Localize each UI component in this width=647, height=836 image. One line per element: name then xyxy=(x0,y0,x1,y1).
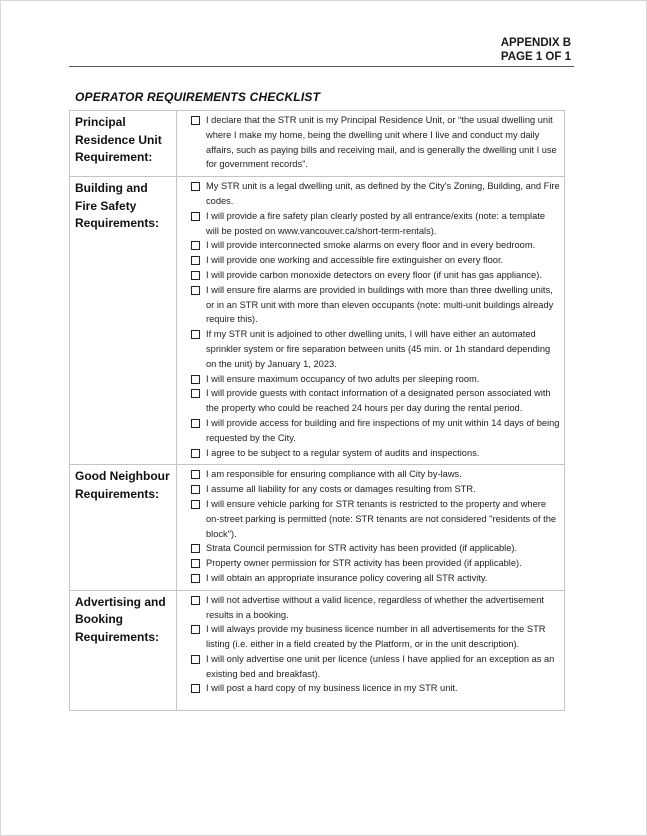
checklist-item-text: I will provide guests with contact information of a designated person associated with the property who could be reached 24 hours per day during the rental period. xyxy=(206,388,551,414)
checkbox[interactable] xyxy=(191,485,200,494)
checkbox[interactable] xyxy=(191,655,200,664)
checklist-item-text: If my STR unit is adjoined to other dwelling units, I will have either an automated sprinkler system or fire separation between units (45 min. or 1h standard depending on the unit) by January 1, 2023. xyxy=(206,329,551,369)
checklist-item xyxy=(191,622,560,652)
checkbox[interactable] xyxy=(191,470,200,479)
checklist-item-text: I declare that the STR unit is my Principal Residence Unit, or “the usual dwelling unit where I make my home, being the dwelling unit where I live and conduct my daily affairs, such as paying bills and receiving mail, and is generally the dwelling unit I use for government records”. xyxy=(206,115,557,170)
section-heading: Building and Fire Safety Requirements: xyxy=(70,177,177,465)
checklist-item-text: I assume all liability for any costs or damages resulting from STR. xyxy=(206,484,476,495)
checklist-item xyxy=(191,652,560,682)
checklist-item-text: I will provide a fire safety plan clearly posted by all entrance/exits (note: a template will be posted on www.vancouver.ca/short-term-rentals). xyxy=(206,210,545,236)
page-number: PAGE 1 OF 1 xyxy=(500,51,571,63)
checkbox[interactable] xyxy=(191,625,200,634)
checkbox[interactable] xyxy=(191,596,200,605)
checkbox[interactable] xyxy=(191,182,200,191)
checklist-item xyxy=(191,541,560,556)
checklist-item-text: I will ensure fire alarms are provided in buildings with more than three dwelling units, or in an STR unit with more than eleven occupants (note: multi-unit buildings already require this). xyxy=(206,284,554,325)
checklist-item xyxy=(191,556,560,571)
checklist-item xyxy=(191,446,560,461)
checklist-item xyxy=(191,372,560,387)
checkbox[interactable] xyxy=(191,500,200,509)
checklist-section-row xyxy=(70,111,565,177)
checklist-item-text: I agree to be subject to a regular system of audits and inspections. xyxy=(206,447,480,458)
checkbox[interactable] xyxy=(191,684,200,693)
checklist-item xyxy=(191,283,560,327)
section-heading: Principal Residence Unit Requirement: xyxy=(70,111,177,177)
header-divider xyxy=(69,66,574,67)
checkbox[interactable] xyxy=(191,544,200,553)
checklist-item xyxy=(191,482,560,497)
checklist-item xyxy=(191,113,560,172)
checkbox[interactable] xyxy=(191,271,200,280)
checklist-item xyxy=(191,209,560,239)
checklist-item-text: I will post a hard copy of my business licence in my STR unit. xyxy=(206,683,458,694)
checklist-item-text: I will obtain an appropriate insurance policy covering all STR activity. xyxy=(206,572,488,583)
checklist-item-text: I will not advertise without a valid licence, regardless of whether the advertisement results in a booking. xyxy=(206,594,544,620)
checklist-item-text: Strata Council permission for STR activity has been provided (if applicable). xyxy=(206,543,518,554)
section-items xyxy=(177,177,565,465)
checklist-section-row xyxy=(70,465,565,590)
checklist-item xyxy=(191,268,560,283)
section-items xyxy=(177,111,565,177)
checklist-item-text: Property owner permission for STR activity has been provided (if applicable). xyxy=(206,558,522,569)
checklist-item-text: I will only advertise one unit per licence (unless I have applied for an exception as an existing bed and breakfast). xyxy=(206,653,555,679)
checkbox[interactable] xyxy=(191,375,200,384)
checklist-item xyxy=(191,467,560,482)
checklist-item-text: I will provide access for building and fire inspections of my unit within 14 days of being requested by the City. xyxy=(206,417,560,443)
checkbox[interactable] xyxy=(191,330,200,339)
checklist-item-text: I will provide interconnected smoke alarms on every floor and in every bedroom. xyxy=(206,240,536,251)
checklist-item xyxy=(191,497,560,541)
checklist-section-row xyxy=(70,590,565,711)
checklist-item xyxy=(191,327,560,371)
checklist-item-text: My STR unit is a legal dwelling unit, as defined by the City's Zoning, Building, and Fire codes. xyxy=(206,181,560,206)
checkbox[interactable] xyxy=(191,559,200,568)
checklist-item-text: I will ensure vehicle parking for STR tenants is restricted to the property and where on-street parking is permitted (note: STR tenants are not considered "residents of the block"). xyxy=(206,498,557,539)
checklist-item xyxy=(191,571,560,586)
checklist-item-text: I will ensure maximum occupancy of two adults per sleeping room. xyxy=(206,373,480,384)
section-heading: Advertising and Booking Requirements: xyxy=(70,590,177,711)
checklist-item xyxy=(191,253,560,268)
checkbox[interactable] xyxy=(191,574,200,583)
checklist-item-text: I will provide carbon monoxide detectors on every floor (if unit has gas appliance). xyxy=(206,269,542,280)
checklist-item xyxy=(191,416,560,446)
page-header xyxy=(501,36,571,64)
checklist-item xyxy=(191,386,560,416)
checklist-item-text: I am responsible for ensuring compliance with all City by-laws. xyxy=(206,469,462,480)
checkbox[interactable] xyxy=(191,286,200,295)
checklist-item xyxy=(191,681,560,696)
checklist-item xyxy=(191,179,560,209)
checkbox[interactable] xyxy=(191,256,200,265)
checkbox[interactable] xyxy=(191,241,200,250)
checkbox[interactable] xyxy=(191,449,200,458)
checkbox[interactable] xyxy=(191,389,200,398)
checklist-item xyxy=(191,238,560,253)
document-title: OPERATOR REQUIREMENTS CHECKLIST xyxy=(75,90,321,104)
checklist-section-row xyxy=(70,177,565,465)
checkbox[interactable] xyxy=(191,116,200,125)
requirements-checklist-table xyxy=(69,110,565,711)
section-items xyxy=(177,465,565,590)
checklist-item-text: I will always provide my business licence number in all advertisements for the STR listing (i.e. either in a field created by the Platform, or in the unit description). xyxy=(206,624,546,650)
appendix-label: APPENDIX B xyxy=(500,37,571,49)
checklist-item xyxy=(191,593,560,623)
checklist-item-text: I will provide one working and accessible fire extinguisher on every floor. xyxy=(206,255,504,266)
checkbox[interactable] xyxy=(191,212,200,221)
section-heading: Good Neighbour Requirements: xyxy=(70,465,177,590)
section-items xyxy=(177,590,565,711)
checkbox[interactable] xyxy=(191,419,200,428)
